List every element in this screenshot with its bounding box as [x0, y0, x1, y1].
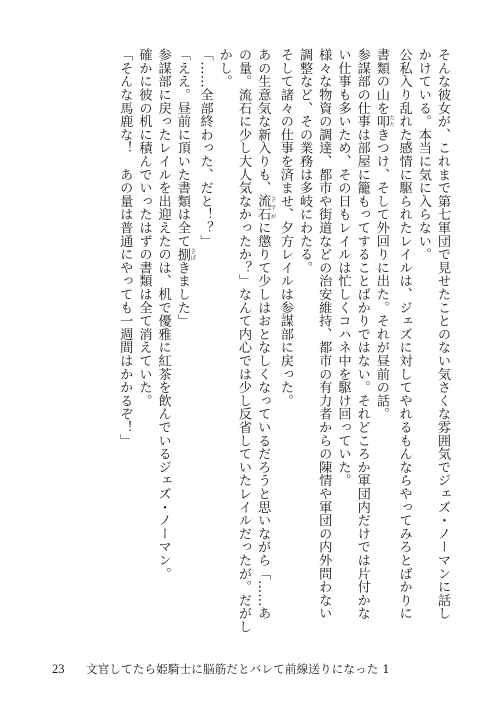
text-line: の量。流石に少し大人気なかったか？」なんて内心では少し反省していたレイルだったが。だがし — [235, 48, 251, 634]
ruby-reading: たた — [388, 114, 395, 128]
text-line: 参謀部の仕事は部屋に籠もってすることばかりではない。それどころか軍団内だけでは片付かな — [354, 48, 370, 620]
text-line: そんな彼女が、これまで第七軍団で見せたことのない気さくな雰囲気でジェズ・ノーマンに話し — [435, 48, 450, 620]
text-line: 「そんな馬鹿な！ あの量は普通にやっても一週間はかかるぞ！」 — [117, 48, 133, 447]
text-segment: きました」 — [174, 260, 190, 328]
text-segment: に懲りて少しはおとなしくなっているだろうと思いながら「……あ — [255, 220, 271, 620]
text-line: かけている。本当に気に入らない。 — [415, 48, 431, 261]
text-line: 公私入り乱れた感情に駆られたレイルは、ジェズに対してやれるもんならやってみろとばかりに — [396, 48, 412, 620]
text-line: そして諸々の仕事を済ませ、夕方レイルは参謀部に戻った。 — [277, 48, 293, 408]
page-footer — [52, 662, 390, 676]
page-number: 23 — [52, 662, 65, 676]
vertical-text-body — [52, 48, 452, 636]
ruby-word: 叩 たた — [373, 114, 395, 128]
text-line-with-ruby — [372, 48, 395, 636]
text-line: い仕事も多いため、その日もレイルは忙しくコハネ中を駆け回っていた。 — [335, 48, 351, 487]
text-line: 「……全部終わった、だと！？」 — [197, 48, 213, 248]
ruby-reading: さば — [189, 247, 196, 261]
text-line: 様々な物資の調達、都市や街道などの治安維持、都市の有力者からの陳情や軍団の内外問わない — [316, 48, 332, 620]
ruby-word: 流石 さすが — [255, 194, 276, 221]
ruby-reading: さすが — [269, 194, 276, 221]
text-segment: 「ええ。昼前に頂いた書類は全て — [174, 48, 190, 248]
text-segment: 書類の山を — [373, 48, 389, 115]
ruby-word: 捌 さば — [174, 247, 196, 261]
text-line-with-ruby — [173, 48, 196, 636]
text-segment: あの生意気な新入りも、 — [255, 48, 271, 195]
text-segment: きつけ、そして外回りに出た。それが昼前の話。 — [373, 127, 389, 421]
text-line: 確かに彼の机に積んでいったはずの書類は全て消えていた。 — [136, 48, 152, 408]
text-line: 調整など、その業務は多岐にわたる。 — [297, 48, 313, 275]
text-line-with-ruby — [253, 48, 276, 636]
text-line: 参謀部に戻ったレイルを出迎えたのは、机で優雅に紅茶を飲んでいるジェズ・ノーマン。 — [155, 48, 171, 580]
text-line: かし。 — [216, 48, 232, 88]
book-title: 文官してたら姫騎士に脳筋だとバレて前線送りになった 1 — [86, 662, 390, 676]
